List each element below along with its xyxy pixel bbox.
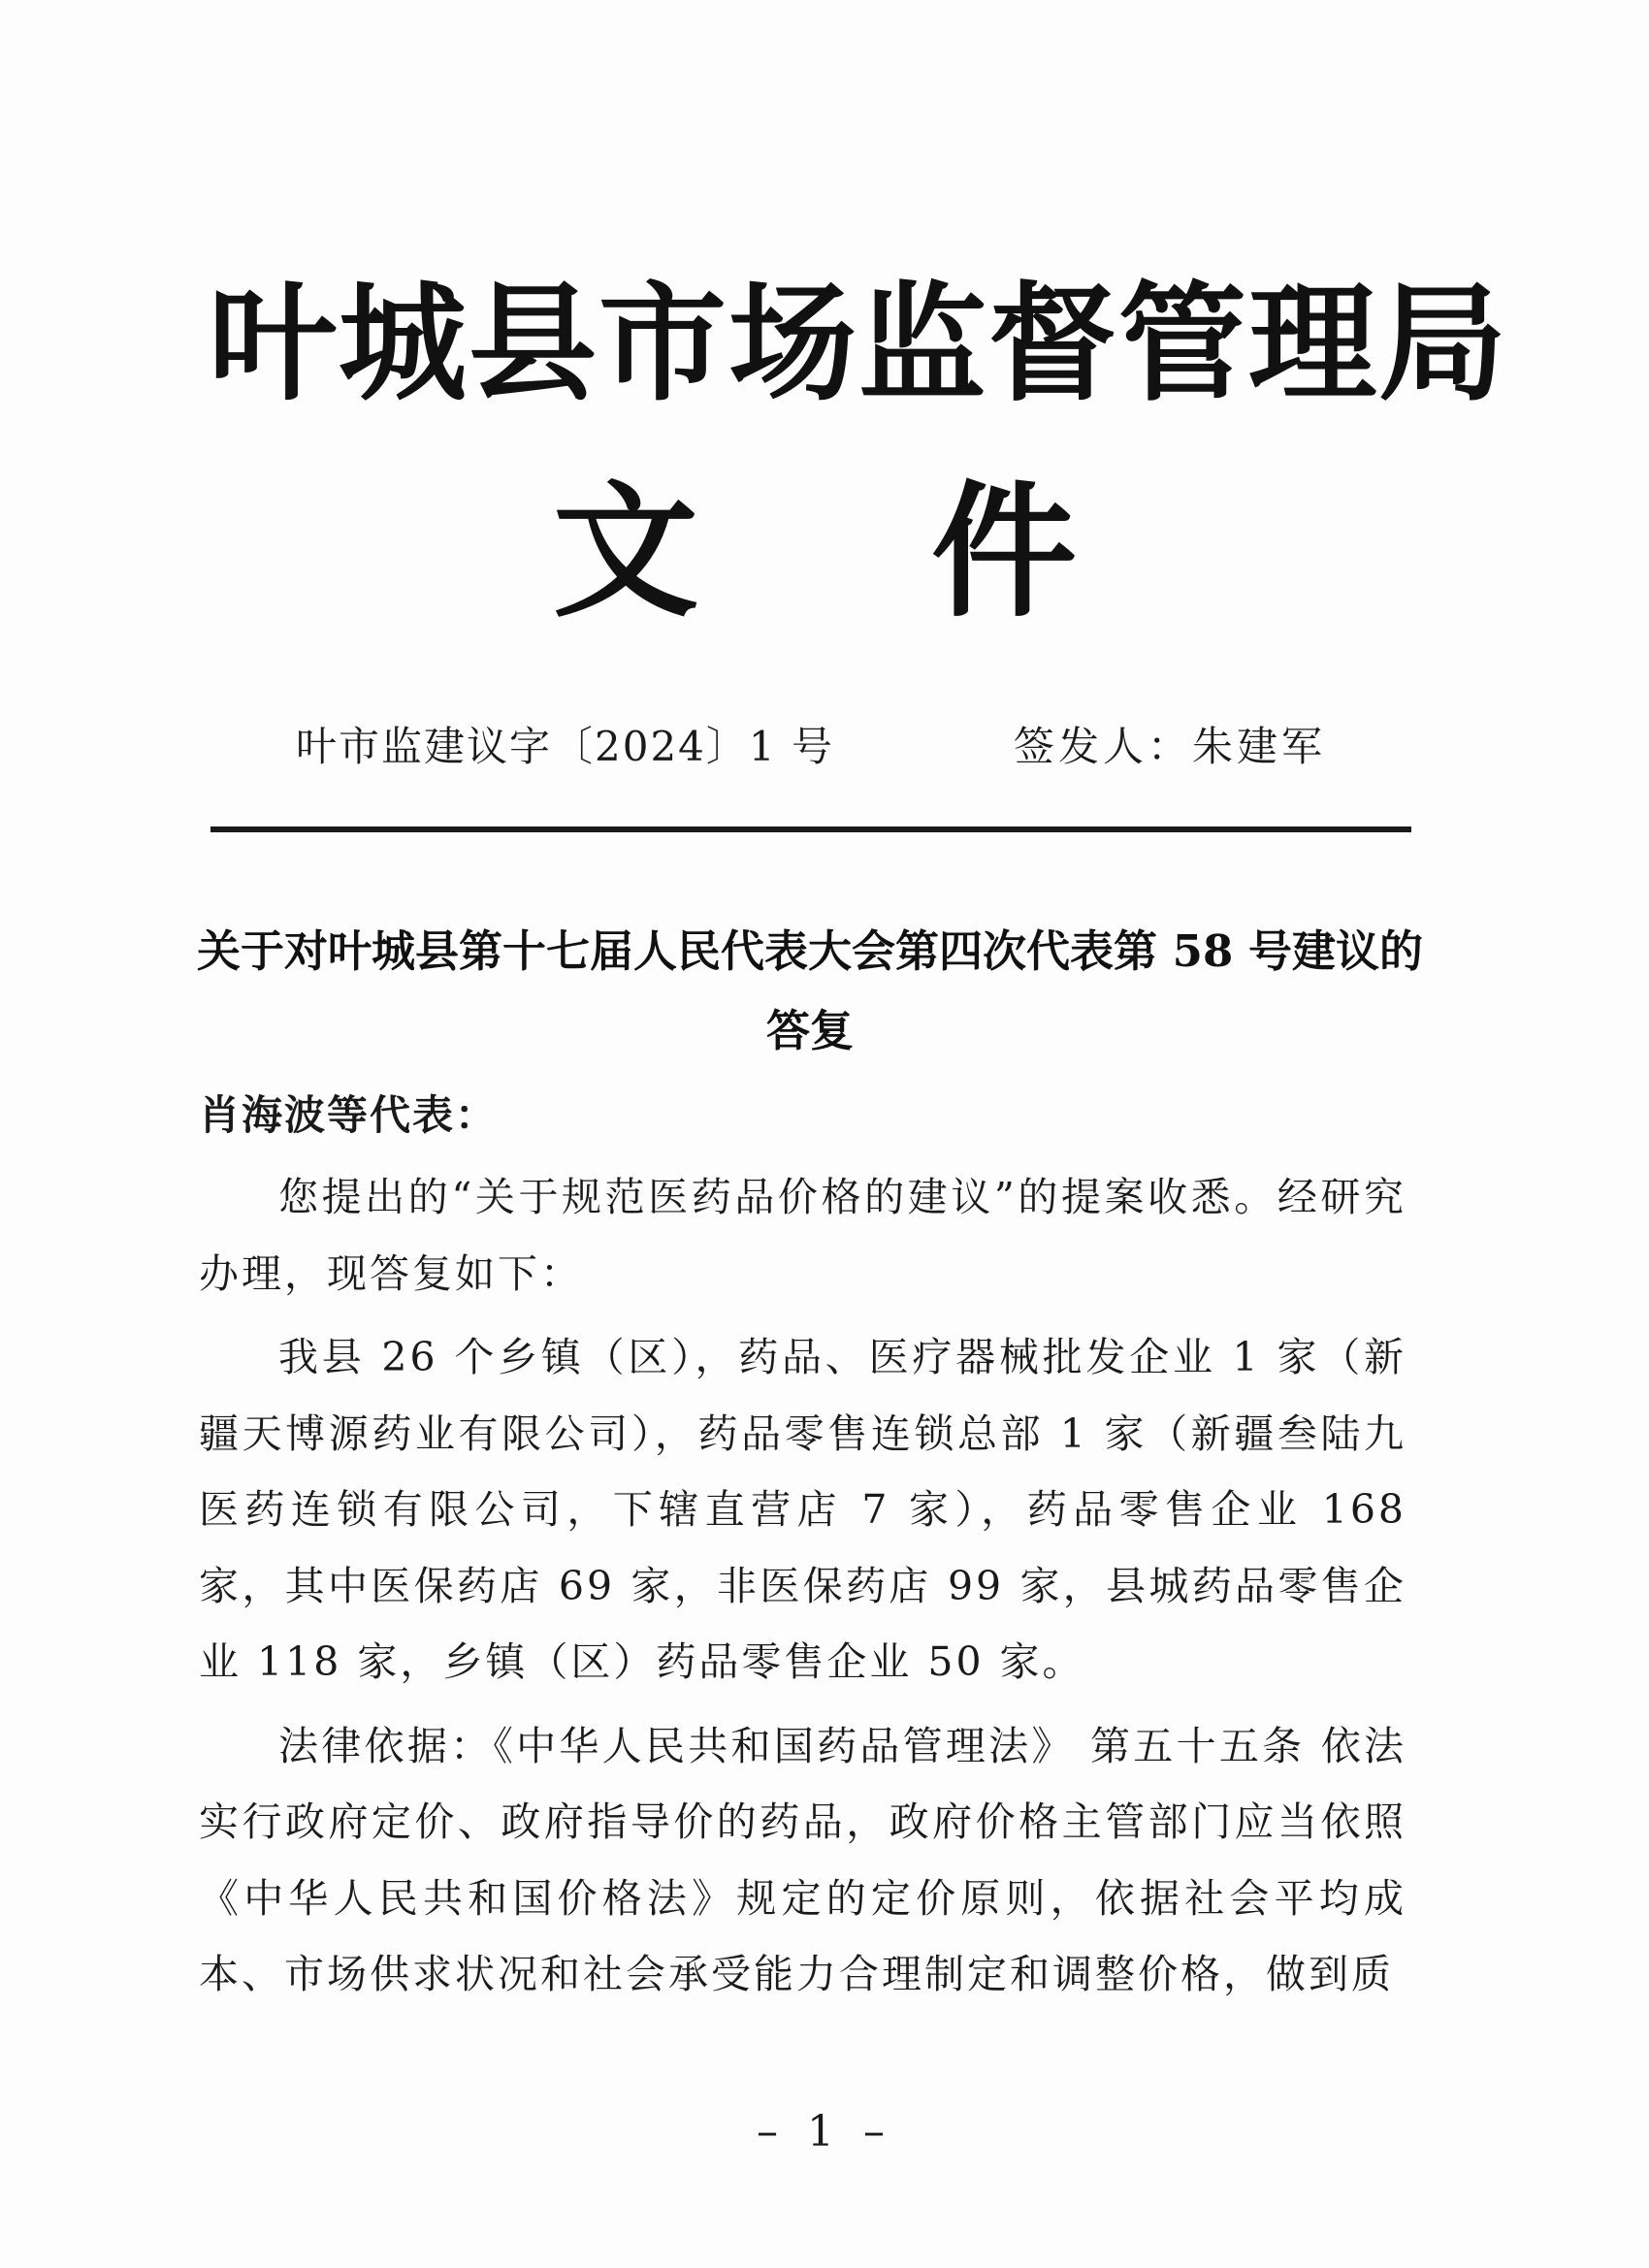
body-paragraph: 法律依据：《中华人民共和国药品管理法》 第五十五条 依法实行政府定价、政府指导价的药品，政府价格主管部门应当依照《中华人民共和国价格法》规定的定价原则，依据社会平均成本、市场供求状况和社会承受能力合理制定和调整价格，做到质 [199,1722,1406,1997]
page-number: – 1 – [757,2107,892,2156]
header-divider [210,826,1411,832]
signer: 签发人：朱建军 [1014,723,1327,770]
reply-title: 关于对叶城县第十七届人民代表大会第四次代表第 58 号建议的答复 [197,925,1423,1056]
document-number: 叶市监建议字〔2024〕1 号 [296,723,834,770]
body-paragraph: 您提出的“关于规范医药品价格的建议”的提案收悉。经研究办理，现答复如下： [199,1174,1406,1297]
document-label [553,469,1077,637]
body-paragraph: 我县 26 个乡镇（区），药品、医疗器械批发企业 1 家（新疆天博源药业有限公司），药品零售连锁总部 1 家（新疆叁陆九医药连锁有限公司，下辖直营店 7 家），药品零售企业 168 家，其中医保药店 69 家，非医保药店 99 家，县城药品零售企业 118 家，乡镇（区）药品零售企业 50 家。 [199,1334,1406,1685]
salutation: 肖海波等代表： [199,1091,499,1139]
document-label-char-2: 件 [930,469,1077,637]
document-label-char-1: 文 [553,469,699,637]
body-text [199,1159,1406,2021]
agency-title: 叶城县市场监督管理局 [209,270,1508,419]
